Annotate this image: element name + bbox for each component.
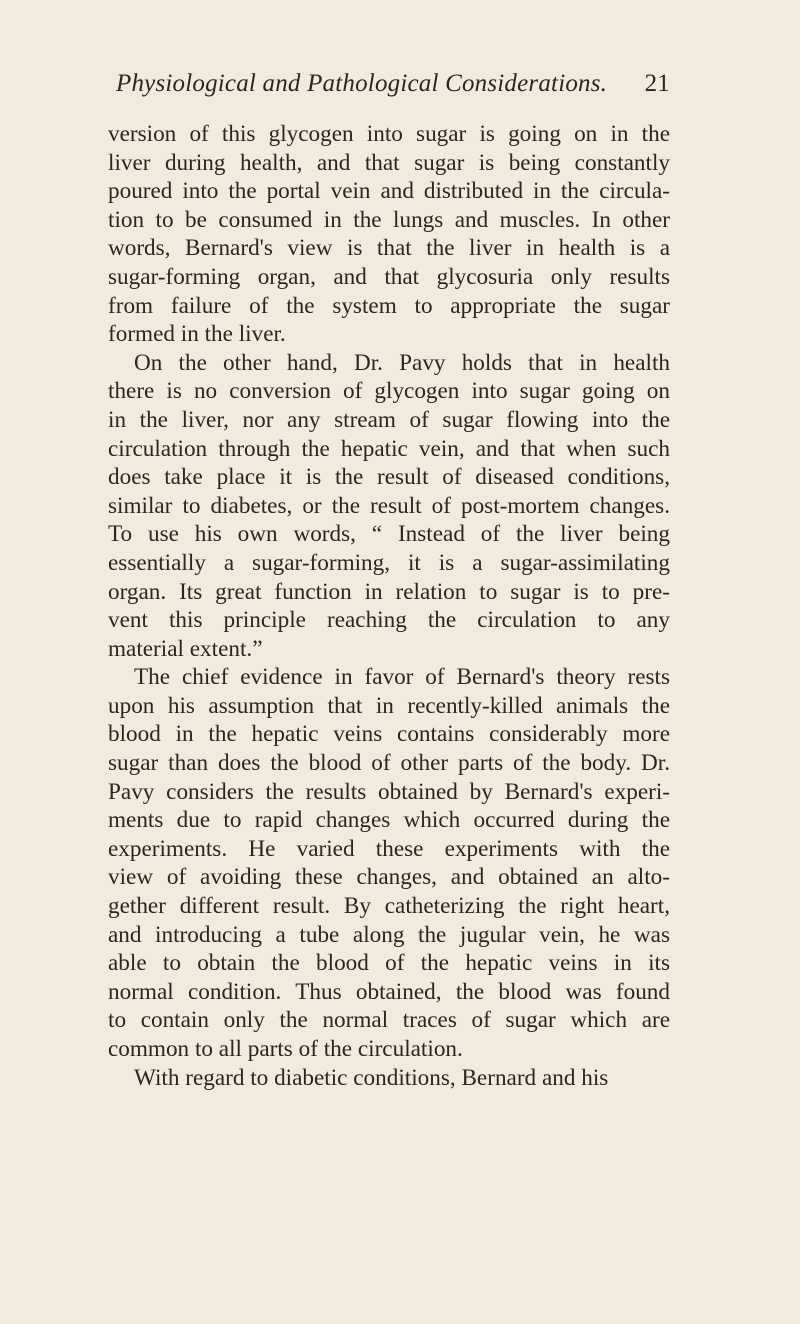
text-line: there is no conversion of glycogen into sugar going on [108, 378, 670, 405]
text-line: vent this principle reaching the circulation to any [108, 607, 670, 634]
text-line: To use his own words, “ Instead of the liver being [108, 521, 670, 548]
text-line: and introducing a tube along the jugular vein, he was [108, 921, 670, 948]
text-line: words, Bernard's view is that the liver in health is a [108, 235, 670, 262]
running-head [116, 70, 670, 98]
text-line: tion to be consumed in the lungs and muscles. In other [108, 206, 670, 233]
text-line: On the other hand, Dr. Pavy holds that in health [134, 349, 670, 376]
text-line: organ. Its great function in relation to sugar is to pre- [108, 578, 670, 605]
text-line: liver during health, and that sugar is being constantly [108, 149, 670, 176]
paragraph [108, 120, 670, 349]
text-line: sugar than does the blood of other parts of the body. Dr. [108, 750, 670, 777]
text-line: in the liver, nor any stream of sugar flowing into the [108, 406, 670, 433]
text-line: circulation through the hepatic vein, and that when such [108, 435, 670, 462]
text-line: upon his assumption that in recently-killed animals the [108, 692, 670, 719]
text-line: does take place it is the result of diseased conditions, [108, 464, 670, 491]
text-line: Pavy considers the results obtained by Bernard's experi- [108, 778, 670, 805]
text-line: sugar-forming organ, and that glycosuria only results [108, 263, 670, 290]
text-line: gether different result. By catheterizing the right heart, [108, 893, 670, 920]
text-line: essentially a sugar-forming, it is a sugar-assimilating [108, 549, 670, 576]
paragraph [108, 1064, 670, 1093]
paragraph [108, 663, 670, 1063]
text-line: normal condition. Thus obtained, the blood was found [108, 978, 670, 1005]
text-line: able to obtain the blood of the hepatic veins in its [108, 950, 670, 977]
text-line: ments due to rapid changes which occurred during the [108, 807, 670, 834]
text-line: material extent.” [108, 635, 263, 662]
body-text [108, 120, 670, 1092]
page-number: 21 [644, 70, 670, 97]
text-line: experiments. He varied these experiments with the [108, 835, 670, 862]
text-line: poured into the portal vein and distributed in the circula- [108, 178, 670, 205]
running-head-title: Physiological and Pathological Considerations. [116, 70, 608, 97]
text-line: blood in the hepatic veins contains considerably more [108, 721, 670, 748]
paragraph [108, 349, 670, 664]
text-line: similar to diabetes, or the result of post-mortem changes. [108, 492, 670, 519]
text-line: common to all parts of the circulation. [108, 1036, 463, 1062]
text-line: from failure of the system to appropriate the sugar [108, 292, 670, 319]
text-line: view of avoiding these changes, and obtained an alto- [108, 864, 670, 891]
text-line: The chief evidence in favor of Bernard's theory rests [134, 664, 670, 691]
text-line: version of this glycogen into sugar is going on in the [108, 121, 670, 147]
text-line: With regard to diabetic conditions, Bernard and his [134, 1064, 609, 1091]
text-line: formed in the liver. [108, 321, 286, 348]
text-line: to contain only the normal traces of sugar which are [108, 1007, 670, 1034]
